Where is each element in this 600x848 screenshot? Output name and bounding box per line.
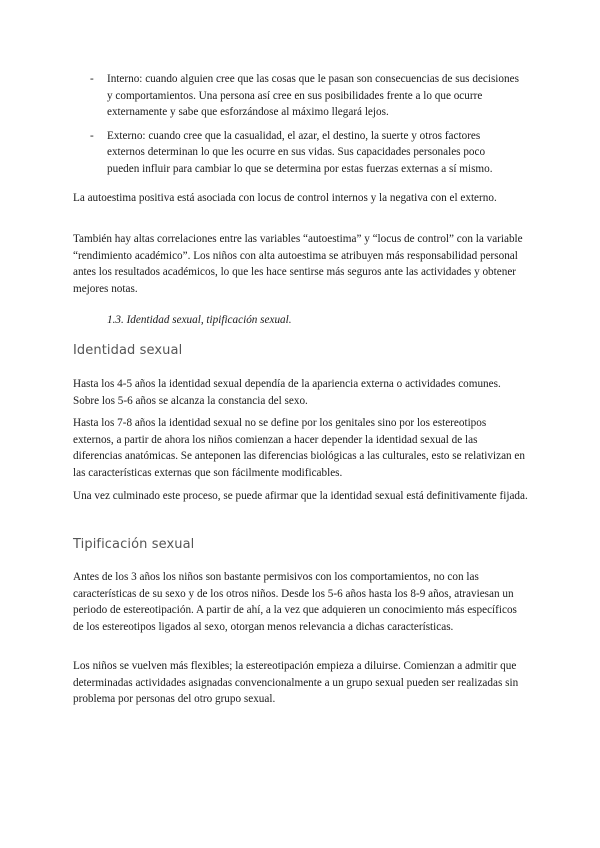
- paragraph-identidad-1: Hasta los 4-5 años la identidad sexual dependía de la apariencia externa o actividades comunes. Sobre los 5-6 años se alcanza la constancia del sexo.: [73, 378, 501, 407]
- bullet-marker: -: [90, 73, 94, 85]
- paragraph-locus-positive: La autoestima positiva está asociada con locus de control internos y la negativa con el externo.: [73, 192, 497, 204]
- bullet-text-externo: Externo: cuando cree que la casualidad, el azar, el destino, la suerte y otros factores externos determinan lo que les ocurre en sus vidas. Sus capacidades personales poco pueden influir para cambiar lo que se determina por estas fuerzas externas a sí mismo.: [107, 129, 493, 175]
- heading-tipificacion-sexual: Tipificación sexual: [73, 537, 195, 552]
- bullet-text-interno: Interno: cuando alguien cree que las cosas que le pasan son consecuencias de sus decisiones y comportamientos. Una persona así cree en sus posibilidades frente a lo que ocurre externamente y sabe que esforzándose al máximo llegará lejos.: [107, 73, 519, 118]
- list-item: [90, 128, 520, 178]
- paragraph-tipificacion-2: Los niños se vuelven más flexibles; la estereotipación empieza a diluirse. Comienzan a admitir que determinadas actividades asignadas convencionalmente a un grupo sexual pueden ser realizadas sin problema por personas del otro grupo sexual.: [73, 660, 519, 705]
- locus-bullet-list: [90, 71, 520, 184]
- bullet-marker: -: [90, 129, 94, 142]
- subsection-title: 1.3. Identidad sexual, tipificación sexual.: [107, 314, 292, 326]
- list-item: [90, 71, 520, 121]
- paragraph-identidad-3: Una vez culminado este proceso, se puede afirmar que la identidad sexual está definitivamente fijada.: [73, 490, 528, 502]
- heading-identidad-sexual: Identidad sexual: [73, 343, 183, 358]
- paragraph-correlations: También hay altas correlaciones entre las variables “autoestima” y “locus de control” con la variable “rendimiento académico”. Los niños con alta autoestima se atribuyen más responsabilidad personal antes los resultados académicos, lo que les hace sentirse más seguros ante las actividades y obtener mejores notas.: [73, 233, 523, 295]
- paragraph-identidad-2: Hasta los 7-8 años la identidad sexual no se define por los genitales sino por los estereotipos externos, a partir de ahora los niños comienzan a hacer depender la identidad sexual de las diferencias anatómicas. Se anteponen las diferencias biológicas a las culturales, esto se relativizan en las características externas que son fácilmente modificables.: [73, 417, 525, 479]
- paragraph-tipificacion-1: Antes de los 3 años los niños son bastante permisivos con los comportamientos, no con las características de su sexo y de los otros niños. Desde los 5-6 años hasta los 8-9 años, atraviesan un periodo de estereotipación. A partir de ahí, a la vez que adquieren un conocimiento más específicos de los estereotipos ligados al sexo, otorgan menos relevancia a dichas características.: [73, 571, 517, 633]
